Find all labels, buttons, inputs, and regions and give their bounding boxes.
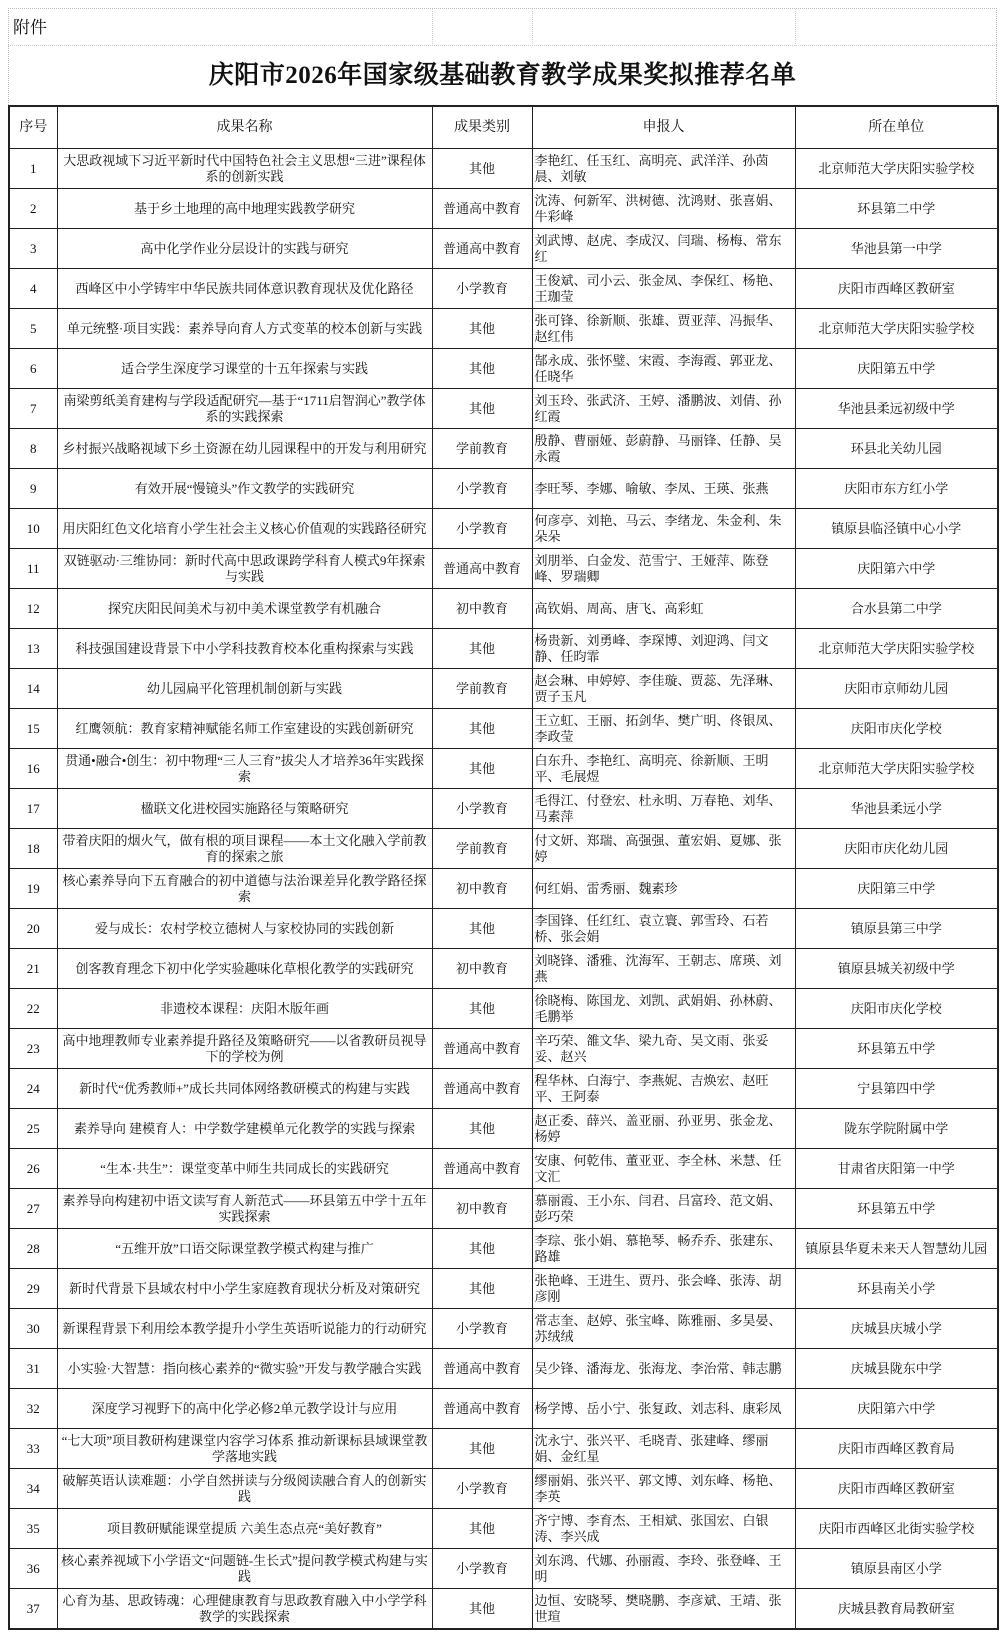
cell-applicants: 毛得江、付登宏、杜永明、万春艳、刘华、马素萍 <box>532 789 795 829</box>
cell-title: 用庆阳红色文化培育小学生社会主义核心价值观的实践路径研究 <box>57 509 432 549</box>
cell-applicants: 安康、何乾伟、董亚亚、李全林、米慧、任文汇 <box>532 1149 795 1189</box>
cell-title: 楹联文化进校园实施路径与策略研究 <box>57 789 432 829</box>
cell-applicants: 慕丽霞、王小东、闫君、吕富玲、范文娟、彭巧荣 <box>532 1189 795 1229</box>
cell-applicants: 张艳峰、王进生、贾丹、张会峰、张涛、胡彦刚 <box>532 1269 795 1309</box>
cell-unit: 庆阳第六中学 <box>795 1389 998 1429</box>
cell-title: 适合学生深度学习课堂的十五年探索与实践 <box>57 349 432 389</box>
cell-applicants: 辛巧荣、雒文华、梁九奇、吴文雨、张妥妥、赵兴 <box>532 1029 795 1069</box>
cell-unit: 陇东学院附属中学 <box>795 1109 998 1149</box>
cell-applicants: 刘朋举、白金发、范雪宁、王娅萍、陈登峰、罗瑞卿 <box>532 549 795 589</box>
cell-applicants: 殷静、曹丽娅、彭蔚静、马丽锋、任静、吴永霞 <box>532 429 795 469</box>
cell-category: 其他 <box>432 629 532 669</box>
table-row <box>9 1149 998 1189</box>
cell-index: 25 <box>9 1109 57 1149</box>
cell-index: 6 <box>9 349 57 389</box>
cell-title: 西峰区中小学铸牢中华民族共同体意识教育现状及优化路径 <box>57 269 432 309</box>
cell-applicants: 王立虹、王丽、拓剑华、樊广明、佟银凤、李政莹 <box>532 709 795 749</box>
cell-category: 初中教育 <box>432 949 532 989</box>
cell-title: 基于乡土地理的高中地理实践教学研究 <box>57 189 432 229</box>
cell-unit: 甘肃省庆阳第一中学 <box>795 1149 998 1189</box>
cell-title: 双链驱动·三维协同：新时代高中思政课跨学科育人模式9年探索与实践 <box>57 549 432 589</box>
cell-applicants: 齐宁博、李育杰、王相斌、张国宏、白银涛、李兴成 <box>532 1509 795 1549</box>
cell-applicants: 刘晓锋、潘雅、沈海军、王朝志、席瑛、刘燕 <box>532 949 795 989</box>
cell-title: 素养导向 建模育人：中学数学建模单元化教学的实践与探索 <box>57 1109 432 1149</box>
cell-category: 小学教育 <box>432 1309 532 1349</box>
grid-line <box>532 9 533 46</box>
cell-category: 其他 <box>432 1589 532 1630</box>
cell-category: 普通高中教育 <box>432 1389 532 1429</box>
cell-index: 7 <box>9 389 57 429</box>
cell-applicants: 刘玉玲、张武济、王婷、潘鹏波、刘倩、孙红霞 <box>532 389 795 429</box>
table-row <box>9 1349 998 1389</box>
cell-category: 普通高中教育 <box>432 229 532 269</box>
cell-index: 14 <box>9 669 57 709</box>
grid-line <box>795 9 796 46</box>
cell-title: 核心素养导向下五育融合的初中道德与法治课差异化教学路径探索 <box>57 869 432 909</box>
table-row <box>9 189 998 229</box>
cell-index: 9 <box>9 469 57 509</box>
cell-unit: 环县南关小学 <box>795 1269 998 1309</box>
cell-applicants: 赵会琳、申婷婷、李佳璇、贾蕊、先泽琳、贾子玉凡 <box>532 669 795 709</box>
cell-unit: 庆阳市西峰区教研室 <box>795 269 998 309</box>
table-header-row <box>9 106 998 149</box>
cell-applicants: 王俊斌、司小云、张金凤、李保红、杨艳、王珈莹 <box>532 269 795 309</box>
cell-category: 小学教育 <box>432 469 532 509</box>
cell-title: 心育为基、思政铸魂：心理健康教育与思政教育融入中小学学科教学的实践探索 <box>57 1589 432 1630</box>
table-row <box>9 469 998 509</box>
cell-index: 16 <box>9 749 57 789</box>
cell-title: 高中化学作业分层设计的实践与研究 <box>57 229 432 269</box>
cell-index: 28 <box>9 1229 57 1269</box>
table-row <box>9 269 998 309</box>
cell-applicants: 吴少锋、潘海龙、张海龙、李治常、韩志鹏 <box>532 1349 795 1389</box>
cell-category: 普通高中教育 <box>432 1069 532 1109</box>
table-row <box>9 1069 998 1109</box>
cell-index: 10 <box>9 509 57 549</box>
cell-title: 有效开展“慢镜头”作文教学的实践研究 <box>57 469 432 509</box>
cell-title: 破解英语认读难题：小学自然拼读与分级阅读融合育人的创新实践 <box>57 1469 432 1509</box>
cell-category: 小学教育 <box>432 269 532 309</box>
cell-index: 21 <box>9 949 57 989</box>
cell-applicants: 边恒、安晓琴、樊晓鹏、李彦斌、王靖、张世瑄 <box>532 1589 795 1630</box>
table-row <box>9 1589 998 1630</box>
cell-index: 24 <box>9 1069 57 1109</box>
table-row <box>9 1469 998 1509</box>
page-title: 庆阳市2026年国家级基础教育教学成果奖拟推荐名单 <box>8 45 997 105</box>
cell-index: 15 <box>9 709 57 749</box>
cell-title: 幼儿园扁平化管理机制创新与实践 <box>57 669 432 709</box>
recommendation-table <box>8 105 999 1630</box>
cell-title: 乡村振兴战略视域下乡土资源在幼儿园课程中的开发与利用研究 <box>57 429 432 469</box>
cell-category: 其他 <box>432 349 532 389</box>
cell-applicants: 何彦亭、刘艳、马云、李绪龙、朱金利、朱朵朵 <box>532 509 795 549</box>
cell-title: “生本·共生”：课堂变革中师生共同成长的实践研究 <box>57 1149 432 1189</box>
cell-applicants: 徐晓梅、陈国龙、刘凯、武娟娟、孙林蔚、毛鹏举 <box>532 989 795 1029</box>
table-row <box>9 669 998 709</box>
cell-applicants: 高钦娟、周高、唐飞、高彩虹 <box>532 589 795 629</box>
table-row <box>9 1549 998 1589</box>
cell-unit: 镇原县南区小学 <box>795 1549 998 1589</box>
cell-unit: 庆阳市西峰区教研室 <box>795 1469 998 1509</box>
table-row <box>9 549 998 589</box>
table-row <box>9 149 998 189</box>
cell-index: 18 <box>9 829 57 869</box>
cell-unit: 镇原县华夏未来天人智慧幼儿园 <box>795 1229 998 1269</box>
cell-category: 普通高中教育 <box>432 1029 532 1069</box>
column-header-index: 序号 <box>9 106 57 149</box>
cell-category: 普通高中教育 <box>432 549 532 589</box>
cell-category: 初中教育 <box>432 589 532 629</box>
cell-title: 爱与成长：农村学校立德树人与家校协同的实践创新 <box>57 909 432 949</box>
cell-category: 其他 <box>432 1509 532 1549</box>
table-row <box>9 589 998 629</box>
cell-applicants: 刘武博、赵虎、李成汉、闫瑞、杨梅、常东红 <box>532 229 795 269</box>
cell-index: 17 <box>9 789 57 829</box>
table-row <box>9 509 998 549</box>
cell-unit: 北京师范大学庆阳实验学校 <box>795 149 998 189</box>
cell-title: 新课程背景下利用绘本教学提升小学生英语听说能力的行动研究 <box>57 1309 432 1349</box>
cell-title: 非遗校本课程：庆阳木版年画 <box>57 989 432 1029</box>
cell-unit: 华池县柔远小学 <box>795 789 998 829</box>
cell-unit: 环县北关幼儿园 <box>795 429 998 469</box>
cell-unit: 庆阳市西峰区北街实验学校 <box>795 1509 998 1549</box>
table-row <box>9 709 998 749</box>
cell-title: 新时代背景下县域农村中小学生家庭教育现状分析及对策研究 <box>57 1269 432 1309</box>
cell-index: 20 <box>9 909 57 949</box>
grid-line <box>432 9 433 46</box>
cell-category: 其他 <box>432 989 532 1029</box>
cell-unit: 庆阳市庆化幼儿园 <box>795 829 998 869</box>
cell-applicants: 沈永宁、张兴平、毛晓青、张建峰、缪丽娟、金红星 <box>532 1429 795 1469</box>
cell-category: 普通高中教育 <box>432 1349 532 1389</box>
cell-applicants: 杨学博、岳小宁、张复政、刘志科、康彩凤 <box>532 1389 795 1429</box>
cell-unit: 庆城县庆城小学 <box>795 1309 998 1349</box>
cell-unit: 庆阳市京师幼儿园 <box>795 669 998 709</box>
table-row <box>9 349 998 389</box>
cell-applicants: 李艳红、任玉红、高明亮、武洋洋、孙茵晨、刘敏 <box>532 149 795 189</box>
cell-applicants: 李旺琴、李娜、喻敏、李凤、王瑛、张燕 <box>532 469 795 509</box>
table-row <box>9 309 998 349</box>
cell-applicants: 程华林、白海宁、李燕妮、吉焕宏、赵旺平、王阿泰 <box>532 1069 795 1109</box>
cell-title: 贯通•融合•创生：初中物理“三人三育”拔尖人才培养36年实践探索 <box>57 749 432 789</box>
table-row <box>9 389 998 429</box>
cell-applicants: 沈涛、何新军、洪树德、沈鸿财、张喜娟、牛彩峰 <box>532 189 795 229</box>
cell-category: 学前教育 <box>432 829 532 869</box>
column-header-unit: 所在单位 <box>795 106 998 149</box>
table-row <box>9 629 998 669</box>
cell-category: 小学教育 <box>432 509 532 549</box>
cell-index: 11 <box>9 549 57 589</box>
table-row <box>9 1429 998 1469</box>
cell-unit: 庆阳市西峰区教育局 <box>795 1429 998 1469</box>
cell-title: 单元统整·项目实践：素养导向育人方式变革的校本创新与实践 <box>57 309 432 349</box>
cell-index: 26 <box>9 1149 57 1189</box>
cell-applicants: 何红娟、雷秀丽、魏素珍 <box>532 869 795 909</box>
cell-unit: 合水县第二中学 <box>795 589 998 629</box>
cell-title: 南梁剪纸美育建构与学段适配研究—基于“1711启智润心”教学体系的实践探索 <box>57 389 432 429</box>
cell-title: 大思政视域下习近平新时代中国特色社会主义思想“三进”课程体系的创新实践 <box>57 149 432 189</box>
cell-category: 小学教育 <box>432 789 532 829</box>
cell-category: 其他 <box>432 1429 532 1469</box>
cell-applicants: 杨贵新、刘勇峰、李琛博、刘迎鸿、闫文静、任昀霏 <box>532 629 795 669</box>
cell-unit: 北京师范大学庆阳实验学校 <box>795 309 998 349</box>
cell-title: 新时代“优秀教师+”成长共同体网络教研模式的构建与实践 <box>57 1069 432 1109</box>
cell-title: 科技强国建设背景下中小学科技教育校本化重构探索与实践 <box>57 629 432 669</box>
cell-category: 其他 <box>432 909 532 949</box>
cell-index: 34 <box>9 1469 57 1509</box>
attachment-row <box>8 8 997 45</box>
table-row <box>9 949 998 989</box>
cell-unit: 庆阳市庆化学校 <box>795 989 998 1029</box>
table-row <box>9 429 998 469</box>
cell-category: 初中教育 <box>432 1189 532 1229</box>
cell-applicants: 刘东鸿、代娜、孙丽霞、李玲、张登峰、王明 <box>532 1549 795 1589</box>
cell-title: 创客教育理念下初中化学实验趣味化草根化教学的实践研究 <box>57 949 432 989</box>
cell-applicants: 常志奎、赵婷、张宝峰、陈雅丽、多昊晏、苏绒绒 <box>532 1309 795 1349</box>
cell-category: 其他 <box>432 1269 532 1309</box>
cell-unit: 环县第五中学 <box>795 1189 998 1229</box>
cell-unit: 镇原县第三中学 <box>795 909 998 949</box>
cell-index: 4 <box>9 269 57 309</box>
cell-index: 29 <box>9 1269 57 1309</box>
cell-title: 高中地理教师专业素养提升路径及策略研究——以省教研员视导下的学校为例 <box>57 1029 432 1069</box>
cell-title: 项目教研赋能课堂提质 六美生态点亮“美好教育” <box>57 1509 432 1549</box>
cell-unit: 庆阳第三中学 <box>795 869 998 909</box>
cell-index: 1 <box>9 149 57 189</box>
cell-category: 其他 <box>432 749 532 789</box>
cell-category: 其他 <box>432 309 532 349</box>
cell-index: 12 <box>9 589 57 629</box>
cell-unit: 庆阳市庆化学校 <box>795 709 998 749</box>
cell-title: 探究庆阳民间美术与初中美术课堂教学有机融合 <box>57 589 432 629</box>
table-row <box>9 989 998 1029</box>
table-row <box>9 749 998 789</box>
cell-unit: 华池县第一中学 <box>795 229 998 269</box>
cell-applicants: 缪丽娟、张兴平、郭文博、刘东峰、杨艳、李英 <box>532 1469 795 1509</box>
cell-title: 深度学习视野下的高中化学必修2单元教学设计与应用 <box>57 1389 432 1429</box>
cell-unit: 镇原县临泾镇中心小学 <box>795 509 998 549</box>
cell-unit: 华池县柔远初级中学 <box>795 389 998 429</box>
table-row <box>9 829 998 869</box>
cell-title: 红鹰领航：教育家精神赋能名师工作室建设的实践创新研究 <box>57 709 432 749</box>
cell-unit: 庆城县教育局教研室 <box>795 1589 998 1630</box>
cell-applicants: 赵正委、薛兴、盖亚丽、孙亚男、张金龙、杨婷 <box>532 1109 795 1149</box>
cell-category: 小学教育 <box>432 1469 532 1509</box>
cell-unit: 镇原县城关初级中学 <box>795 949 998 989</box>
cell-category: 学前教育 <box>432 429 532 469</box>
cell-title: “五维开放”口语交际课堂教学模式构建与推广 <box>57 1229 432 1269</box>
cell-index: 30 <box>9 1309 57 1349</box>
cell-unit: 庆阳第六中学 <box>795 549 998 589</box>
cell-index: 32 <box>9 1389 57 1429</box>
cell-applicants: 李琮、张小娟、慕艳琴、畅乔乔、张建东、路雄 <box>532 1229 795 1269</box>
cell-category: 学前教育 <box>432 669 532 709</box>
cell-index: 27 <box>9 1189 57 1229</box>
table-row <box>9 869 998 909</box>
table-row <box>9 1189 998 1229</box>
cell-category: 其他 <box>432 149 532 189</box>
attachment-label: 附件 <box>13 18 47 37</box>
table-row <box>9 1229 998 1269</box>
column-header-applicants: 申报人 <box>532 106 795 149</box>
cell-unit: 宁县第四中学 <box>795 1069 998 1109</box>
cell-title: “七大项”项目教研构建课堂内容学习体系 推动新课标县域课堂教学落地实践 <box>57 1429 432 1469</box>
cell-category: 普通高中教育 <box>432 1149 532 1189</box>
table-row <box>9 1269 998 1309</box>
cell-index: 23 <box>9 1029 57 1069</box>
cell-index: 22 <box>9 989 57 1029</box>
cell-unit: 北京师范大学庆阳实验学校 <box>795 629 998 669</box>
cell-applicants: 郜永成、张怀璧、宋霞、李海霞、郭亚龙、任晓华 <box>532 349 795 389</box>
cell-title: 带着庆阳的烟火气，做有根的项目课程——本土文化融入学前教育的探索之旅 <box>57 829 432 869</box>
cell-applicants: 白东升、李艳红、高明亮、徐新顺、王明平、毛展煜 <box>532 749 795 789</box>
cell-unit: 北京师范大学庆阳实验学校 <box>795 749 998 789</box>
cell-category: 其他 <box>432 389 532 429</box>
cell-category: 其他 <box>432 1229 532 1269</box>
cell-index: 36 <box>9 1549 57 1589</box>
cell-index: 37 <box>9 1589 57 1630</box>
cell-category: 其他 <box>432 1109 532 1149</box>
cell-category: 初中教育 <box>432 869 532 909</box>
cell-index: 5 <box>9 309 57 349</box>
cell-category: 小学教育 <box>432 1549 532 1589</box>
cell-index: 8 <box>9 429 57 469</box>
column-header-category: 成果类别 <box>432 106 532 149</box>
cell-unit: 庆阳第五中学 <box>795 349 998 389</box>
cell-unit: 环县第二中学 <box>795 189 998 229</box>
table-row <box>9 1109 998 1149</box>
cell-applicants: 张可锋、徐新顺、张雄、贾亚萍、冯振华、赵红伟 <box>532 309 795 349</box>
cell-title: 小实验·大智慧：指向核心素养的“微实验”开发与教学融合实践 <box>57 1349 432 1389</box>
cell-index: 33 <box>9 1429 57 1469</box>
table-row <box>9 909 998 949</box>
cell-unit: 庆阳市东方红小学 <box>795 469 998 509</box>
cell-applicants: 付文妍、郑瑞、高强强、董宏娟、夏娜、张婷 <box>532 829 795 869</box>
cell-index: 35 <box>9 1509 57 1549</box>
table-row <box>9 789 998 829</box>
cell-title: 素养导向构建初中语文读写育人新范式——环县第五中学十五年实践探索 <box>57 1189 432 1229</box>
table-row <box>9 1509 998 1549</box>
table-row <box>9 1029 998 1069</box>
cell-index: 2 <box>9 189 57 229</box>
cell-title: 核心素养视域下小学语文“问题链-生长式”提问教学模式构建与实践 <box>57 1549 432 1589</box>
cell-category: 普通高中教育 <box>432 189 532 229</box>
cell-unit: 环县第五中学 <box>795 1029 998 1069</box>
column-header-title: 成果名称 <box>57 106 432 149</box>
cell-applicants: 李国锋、任红红、袁立寰、郭雪玲、石若桥、张会娟 <box>532 909 795 949</box>
table-row <box>9 1389 998 1429</box>
cell-index: 31 <box>9 1349 57 1389</box>
cell-index: 19 <box>9 869 57 909</box>
cell-unit: 庆城县陇东中学 <box>795 1349 998 1389</box>
table-row <box>9 1309 998 1349</box>
table-row <box>9 229 998 269</box>
cell-category: 其他 <box>432 709 532 749</box>
cell-index: 3 <box>9 229 57 269</box>
cell-index: 13 <box>9 629 57 669</box>
